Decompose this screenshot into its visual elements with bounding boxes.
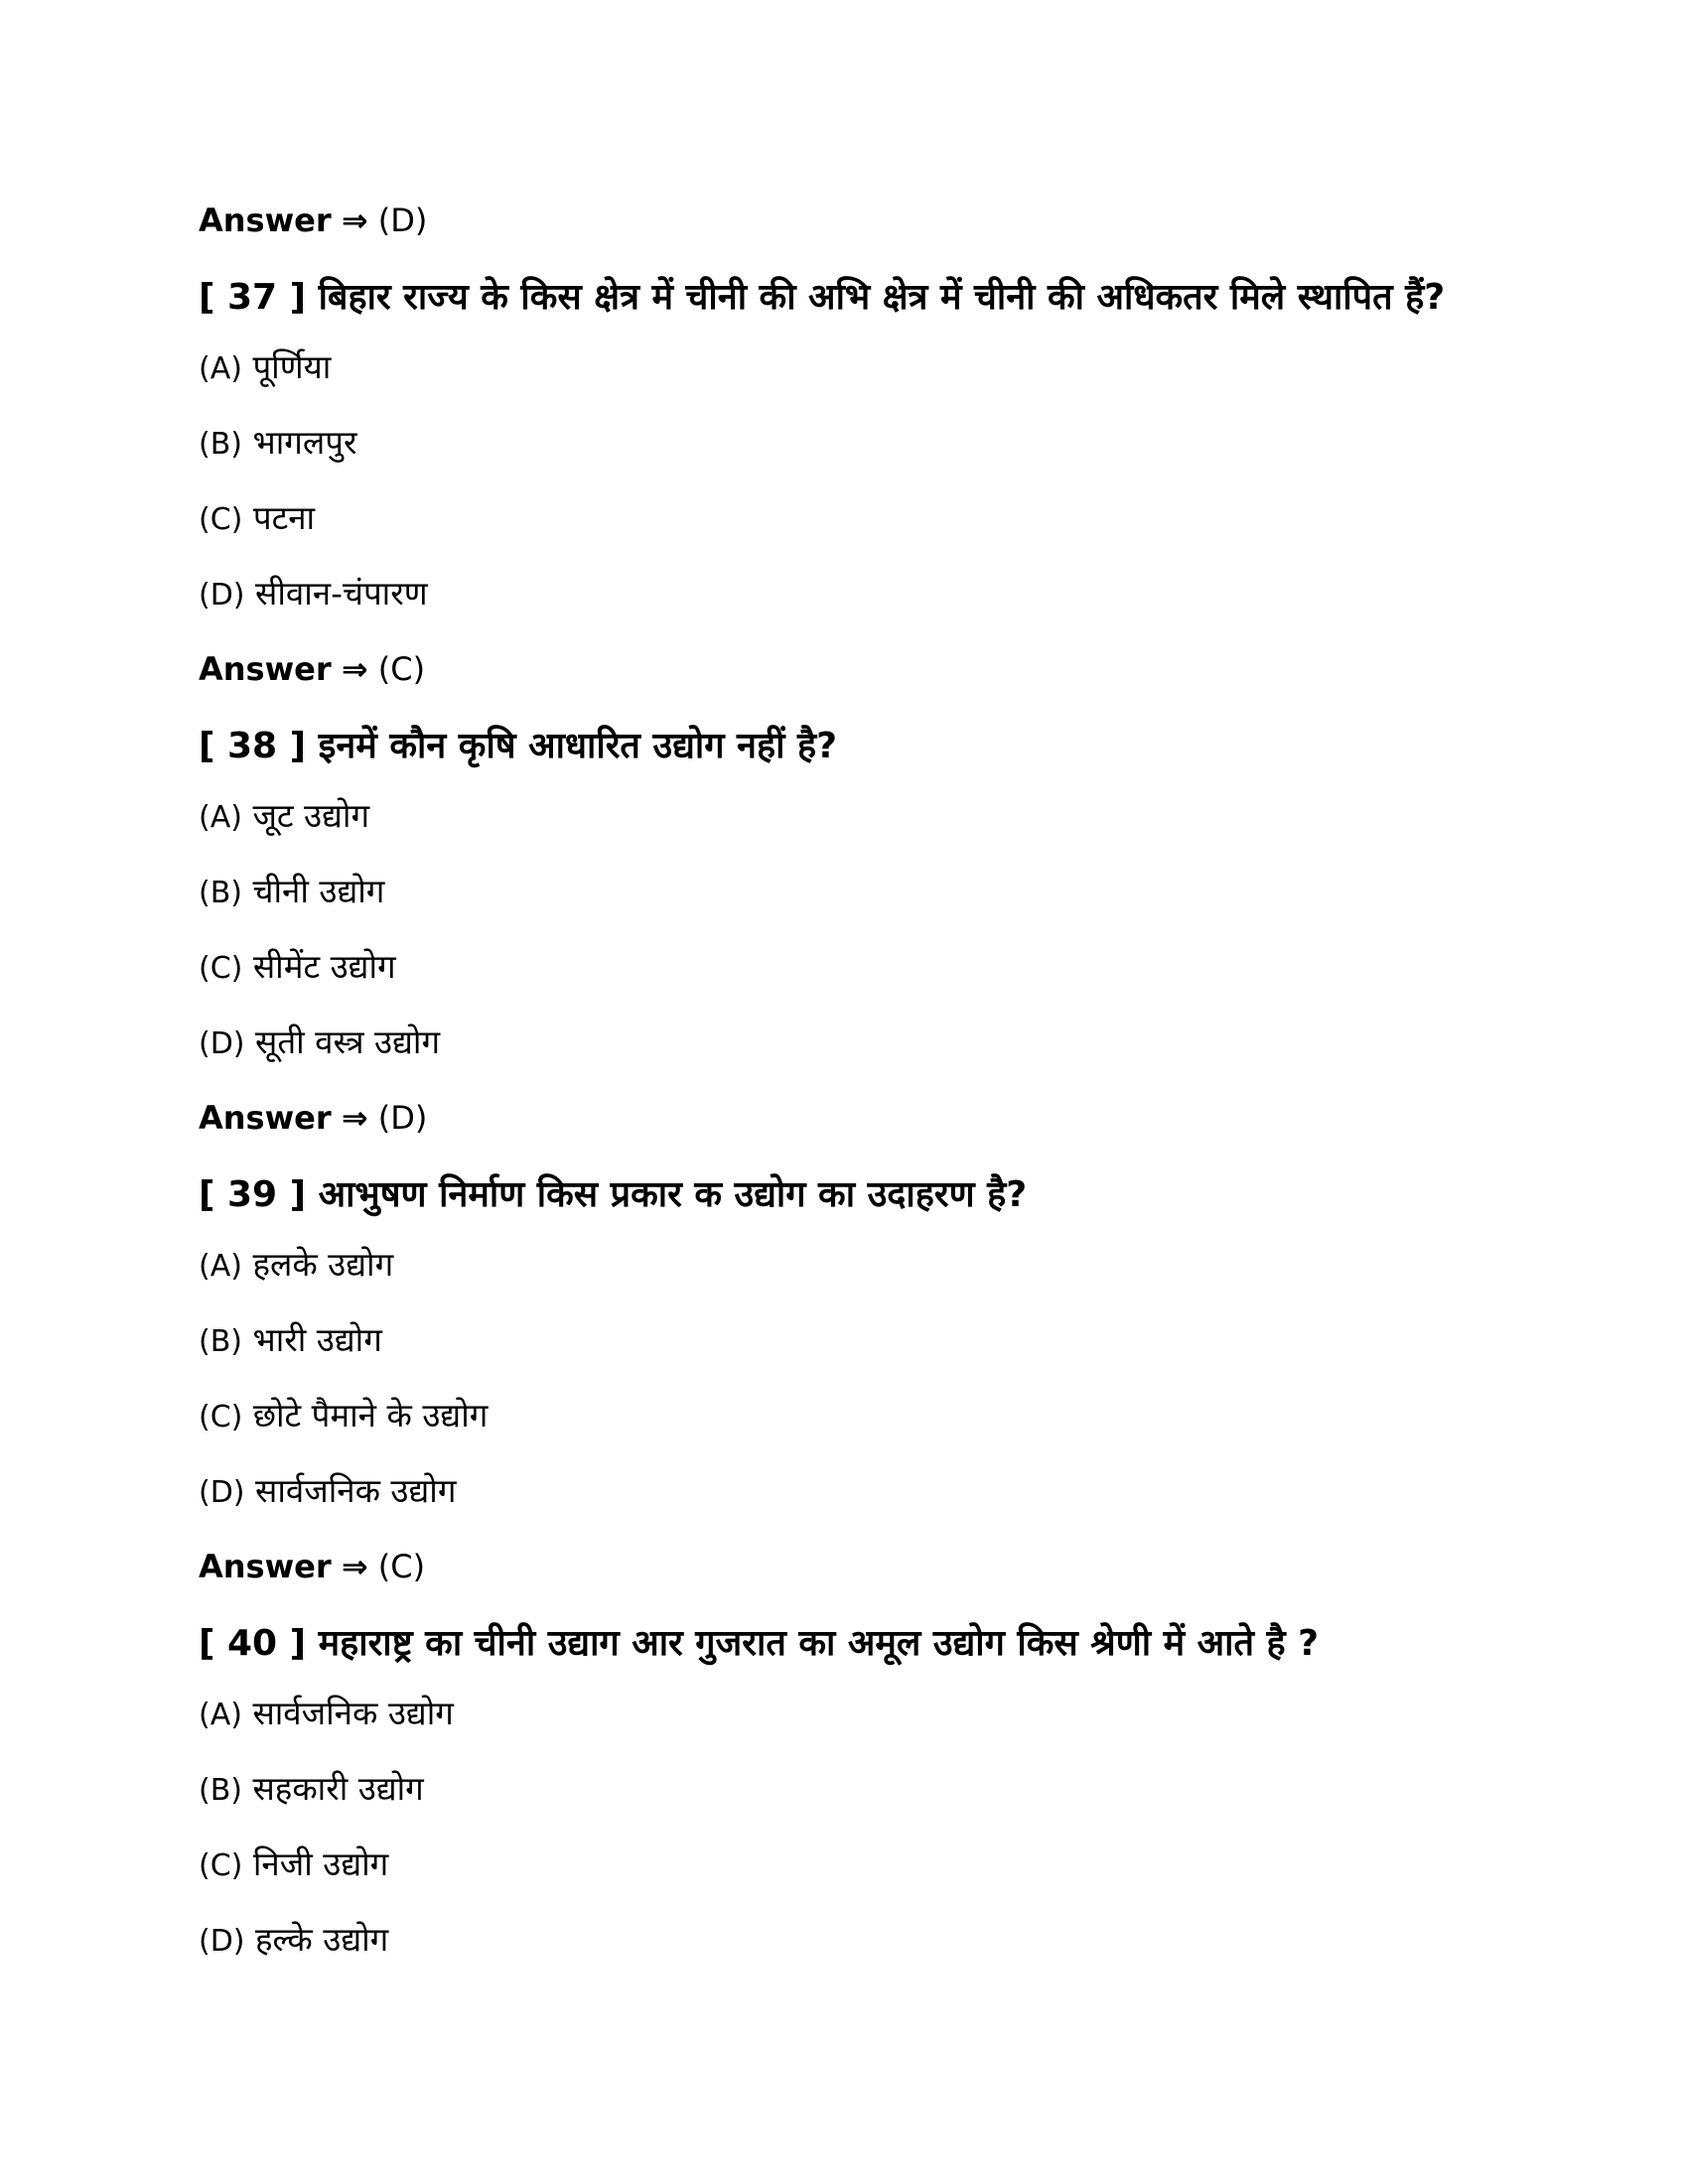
option-text: सूती वस्त्र उद्योग <box>255 1023 441 1061</box>
option-letter: (A) <box>199 1698 242 1732</box>
option-letter: (C) <box>199 1848 243 1883</box>
option-letter: (C) <box>199 951 243 986</box>
option-text: छोटे पैमाने के उद्योग <box>252 1396 489 1434</box>
option-text: सार्वजनिक उद्योग <box>252 1694 454 1732</box>
arrow-symbol: ⇒ <box>341 650 368 688</box>
option-text: निजी उद्योग <box>252 1844 389 1883</box>
answer-line <box>199 1545 1489 1588</box>
option-item <box>199 945 1489 991</box>
option-text: भारी उद्योग <box>252 1320 382 1359</box>
option-item <box>199 1469 1489 1515</box>
answer-value: (C) <box>377 650 426 688</box>
question-text: [ 38 ] इनमें कौन कृषि आधारित उद्योग नहीं है? <box>199 726 837 766</box>
answer-value: (D) <box>377 202 428 239</box>
option-letter: (D) <box>199 1924 245 1959</box>
option-item <box>199 345 1489 391</box>
option-letter: (C) <box>199 502 243 537</box>
option-text: सीवान-चंपारण <box>255 574 428 613</box>
option-letter: (D) <box>199 1026 245 1061</box>
option-letter: (D) <box>199 578 245 613</box>
option-item <box>199 1918 1489 1964</box>
option-letter: (C) <box>199 1400 243 1434</box>
answer-value: (D) <box>377 1099 428 1137</box>
arrow-symbol: ⇒ <box>341 1548 368 1585</box>
answer-line <box>199 1096 1489 1140</box>
option-letter: (B) <box>199 876 242 910</box>
option-item <box>199 1394 1489 1439</box>
option-letter: (A) <box>199 351 242 386</box>
option-letter: (B) <box>199 427 242 462</box>
answer-label: Answer <box>199 1548 332 1585</box>
arrow-symbol: ⇒ <box>341 202 368 239</box>
question-text: [ 39 ] आभुषण निर्माण किस प्रकार क उद्योग का उदाहरण है? <box>199 1174 1028 1215</box>
option-text: सार्वजनिक उद्योग <box>255 1471 457 1510</box>
option-item <box>199 421 1489 467</box>
option-item <box>199 1021 1489 1066</box>
option-letter: (B) <box>199 1324 242 1359</box>
option-text: पूर्णिया <box>252 347 332 386</box>
answer-line <box>199 647 1489 691</box>
option-letter: (B) <box>199 1773 242 1808</box>
option-letter: (D) <box>199 1475 245 1510</box>
option-item <box>199 572 1489 617</box>
option-item <box>199 870 1489 915</box>
option-item <box>199 1318 1489 1364</box>
document-page <box>199 199 1489 1993</box>
question-text: [ 40 ] महाराष्ट्र का चीनी उद्याग आर गुजरात का अमूल उद्योग किस श्रेणी में आते है ? <box>199 1623 1320 1664</box>
answer-value: (C) <box>377 1548 426 1585</box>
option-item <box>199 1843 1489 1888</box>
answer-label: Answer <box>199 650 332 688</box>
option-text: भागलपुर <box>252 423 357 462</box>
option-letter: (A) <box>199 1249 242 1284</box>
option-item <box>199 1767 1489 1813</box>
option-letter: (A) <box>199 800 242 835</box>
arrow-symbol: ⇒ <box>341 1099 368 1137</box>
option-text: सीमेंट उद्योग <box>252 947 396 986</box>
answer-label: Answer <box>199 1099 332 1137</box>
option-item <box>199 496 1489 542</box>
option-text: जूट उद्योग <box>252 796 370 835</box>
option-item <box>199 1243 1489 1289</box>
answer-line <box>199 199 1489 242</box>
option-item <box>199 794 1489 840</box>
option-text: हलके उद्योग <box>252 1245 394 1284</box>
option-text: चीनी उद्योग <box>252 872 385 910</box>
option-text: पटना <box>252 498 316 537</box>
answer-label: Answer <box>199 202 332 239</box>
option-text: सहकारी उद्योग <box>252 1769 424 1808</box>
question-text: [ 37 ] बिहार राज्य के किस क्षेत्र में चीनी की अभि क्षेत्र में चीनी की अधिकतर मिले स्थापित हैं? <box>199 277 1446 318</box>
option-item <box>199 1692 1489 1737</box>
option-text: हल्के उद्योग <box>255 1920 389 1959</box>
